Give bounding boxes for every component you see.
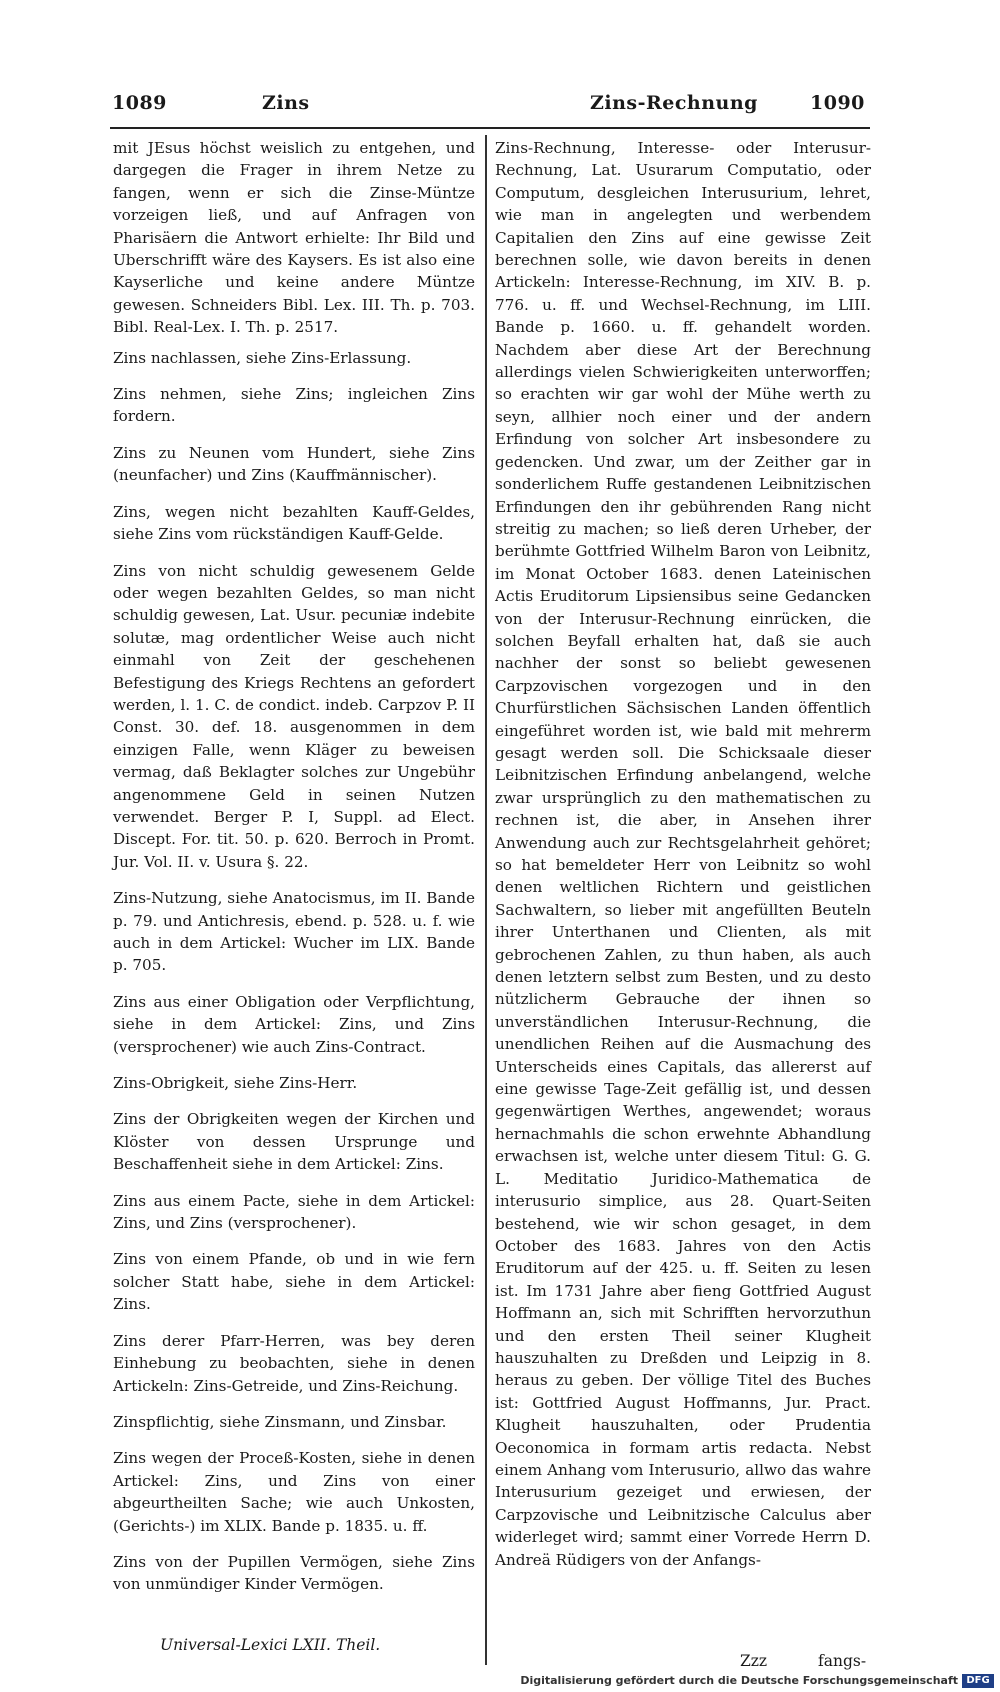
- entry: Zins, wegen nicht bezahlten Kauff-Geldes, siehe Zins vom rückständigen Kauff-Gelde.: [113, 502, 475, 544]
- entry: Zins-Obrigkeit, siehe Zins-Herr.: [113, 1074, 358, 1093]
- entry-continuation: mit JEsus höchst weislich zu entgehen, und dargegen die Frager in ihrem Netze zu fangen, wenn er sich die Zinse-Müntze vorzeigen ließ, und auf Anfragen von Pharisäern die Antwort erhielte: Ihr Bild und Uberschrifft wäre des Kaysers. Es ist also eine Kayserliche und keine andere Müntze gewesen. Schneiders Bibl. Lex. III. Th. p. 703. Bibl. Real-Lex. I. Th. p. 2517.: [113, 139, 475, 337]
- column-divider: [485, 135, 487, 1665]
- entry: Zins von einem Pfande, ob und in wie fern solcher Statt habe, siehe in dem Artickel: Zins.: [113, 1250, 475, 1314]
- footer-catchword: fangs-: [818, 1652, 867, 1670]
- entry: Zinspflichtig, siehe Zinsmann, und Zinsbar.: [113, 1412, 447, 1431]
- left-page-number: 1089: [112, 92, 167, 114]
- entry: Zins von der Pupillen Vermögen, siehe Zins von unmündiger Kinder Vermögen.: [113, 1552, 475, 1594]
- entry: Zins nehmen, siehe Zins; ingleichen Zins fordern.: [113, 385, 475, 426]
- right-running-title: Zins-Rechnung: [590, 92, 758, 114]
- left-running-title: Zins: [262, 92, 310, 114]
- entry: Zins wegen der Proceß-Kosten, siehe in denen Artickel: Zins, und Zins von einer abgeurtheilten Sache; wie auch Unkosten, (Gerichts-) im XLIX. Bande p. 1835. u. ff.: [113, 1449, 475, 1535]
- dfg-logo-icon: DFG: [962, 1674, 994, 1688]
- entry: Zins zu Neunen vom Hundert, siehe Zins (neunfacher) und Zins (Kauffmännischer).: [113, 443, 475, 485]
- entry-zins-rechnung: Zins-Rechnung, Interesse- oder Interusur-Rechnung, Lat. Usurarum Computatio, oder Computum, desgleichen Interusurium, lehret, wie man in angelegten und werbendem Capitalien den Zins auf eine gewisse Zeit berechnen solle, wie davon bereits in denen Artickeln: Interesse-Rechnung, im XIV. B. p. 776. u. ff. und Wechsel-Rechnung, im LIII. Bande p. 1660. u. ff. gehandelt worden. Nachdem aber diese Art der Berechnung allerdings vielen Schwierigkeiten unterworffen; so erachten wir gar wohl der Mühe werth zu seyn, allhier noch einer und der andern Erfindung von solcher Art insbesondere zu gedencken. Und zwar, um der Zeither gar in sonderlichem Ruffe gestandenen Leibnitzischen Erfindungen den ihr gebührenden Rang nicht streitig zu machen; so ließ deren Urheber, der berühmte Gottfried Wilhelm Baron von Leibnitz, im Monat October 1683. denen Lateinischen Actis Eruditorum Lipsiensibus seine Gedancken von der Interusur-Rechnung einrücken, die solchen Beyfall erhalten hat, daß sie auch nachher der sonst so beliebt gewesenen Carpzovischen vorgezogen und in den Churfürstlichen Sächsischen Landen öffentlich eingeführet worden ist, wie bald mit mehrerm gesagt werden soll. Die Schicksaale dieser Leibnitzischen Erfindung anbelangend, welche zwar ursprünglich zu den mathematischen zu rechnen ist, die aber, in Ansehen ihrer Anwendung auch zur Rechtsgelahrheit gehöret; so hat bemeldeter Herr von Leibnitz so wohl denen weltlichen Richtern und geistlichen Sachwaltern, so lieber mit angefüllten Beuteln ihrer Unterthanen und Clienten, als mit gebrochenen Zahlen, zu thun haben, als auch denen letztern selbst zum Besten, und zu desto nützlicherm Gebrauche der ihnen so unverständlichen Interusur-Rechnung, die unendlichen Reihen auf die Ausmachung des Unterscheids eines Capitals, das allererst auf eine gewisse Tage-Zeit gefällig ist, und dessen gegenwärtigen Werthes, angewendet; woraus hernachmahls die schon erwehnte Abhandlung erwachsen ist, welche unter diesem Titul: G. G. L. Meditatio Juridico-Mathematica de interusurio simplice, aus 28. Quart-Seiten bestehend, wie wir schon gesaget, in dem October des 1683. Jahres von den Actis Eruditorum auf der 425. u. ff. Seiten zu lesen ist. Im 1731 Jahre aber fieng Gottfried August Hoffmann an, sich mit Schrifften hervorzuthun und den ersten Theil seiner Klugheit hauszuhalten zu Dreßden und Leipzig in 8. heraus zu geben. Der völlige Titel des Buches ist: Gottfried August Hoffmanns, Jur. Pract. Klugheit hauszuhalten, oder Prudentia Oeconomica in formam artis redacta. Nebst einem Anhang vom Interusurio, allwo das wahre Interusurium gezeiget und erwiesen, der Carpzovische und Leibnitzische Calculus aber widerleget wird; sammt einer Vorrede Herrn D. Andreä Rüdigers von der Anfangs-: [495, 139, 871, 1569]
- entry: Zins von nicht schuldig gewesenem Gelde oder wegen bezahlten Geldes, so man nicht schuldig gewesen, Lat. Usur. pecuniæ indebite solutæ, mag ordentlicher Weise auch nicht einmahl von Zeit der geschehenen Befestigung des Kriegs Rechtens an gefordert werden, l. 1. C. de condict. indeb. Carpzov P. II Const. 30. def. 18. ausgenommen in dem einzigen Falle, wenn Kläger zu beweisen vermag, daß Beklagter solches zur Ungebühr angenommene Geld in seinen Nutzen verwendet. Berger P. I, Suppl. ad Elect. Discept. For. tit. 50. p. 620. Berroch in Promt. Jur. Vol. II. v. Usura §. 22.: [113, 561, 475, 871]
- entry: Zins-Nutzung, siehe Anatocismus, im II. Bande p. 79. und Antichresis, ebend. p. 528. u. f. wie auch in dem Artickel: Wucher im LIX. Bande p. 705.: [113, 889, 475, 975]
- left-column: [113, 137, 475, 1610]
- right-column: [495, 137, 871, 1585]
- footer-signature: Zzz: [740, 1652, 768, 1670]
- entry: Zins nachlassen, siehe Zins-Erlassung.: [113, 348, 412, 367]
- entry: Zins aus einem Pacte, siehe in dem Artickel: Zins, und Zins (versprochener).: [113, 1191, 475, 1233]
- entry: Zins aus einer Obligation oder Verpflichtung, siehe in dem Artickel: Zins, und Zins (versprochener) wie auch Zins-Contract.: [113, 992, 475, 1056]
- digitization-credit: Digitalisierung gefördert durch die Deutsche Forschungsgemeinschaft: [520, 1674, 958, 1687]
- header-rule: [110, 127, 870, 129]
- right-page-number: 1090: [810, 92, 865, 114]
- entry: Zins der Obrigkeiten wegen der Kirchen und Klöster von dessen Ursprunge und Beschaffenheit siehe in dem Artickel: Zins.: [113, 1110, 475, 1174]
- footer-volume: Universal-Lexici LXII. Theil.: [160, 1636, 381, 1654]
- entry: Zins derer Pfarr-Herren, was bey deren Einhebung zu beobachten, siehe in denen Artickeln: Zins-Getreide, und Zins-Reichung.: [113, 1331, 475, 1395]
